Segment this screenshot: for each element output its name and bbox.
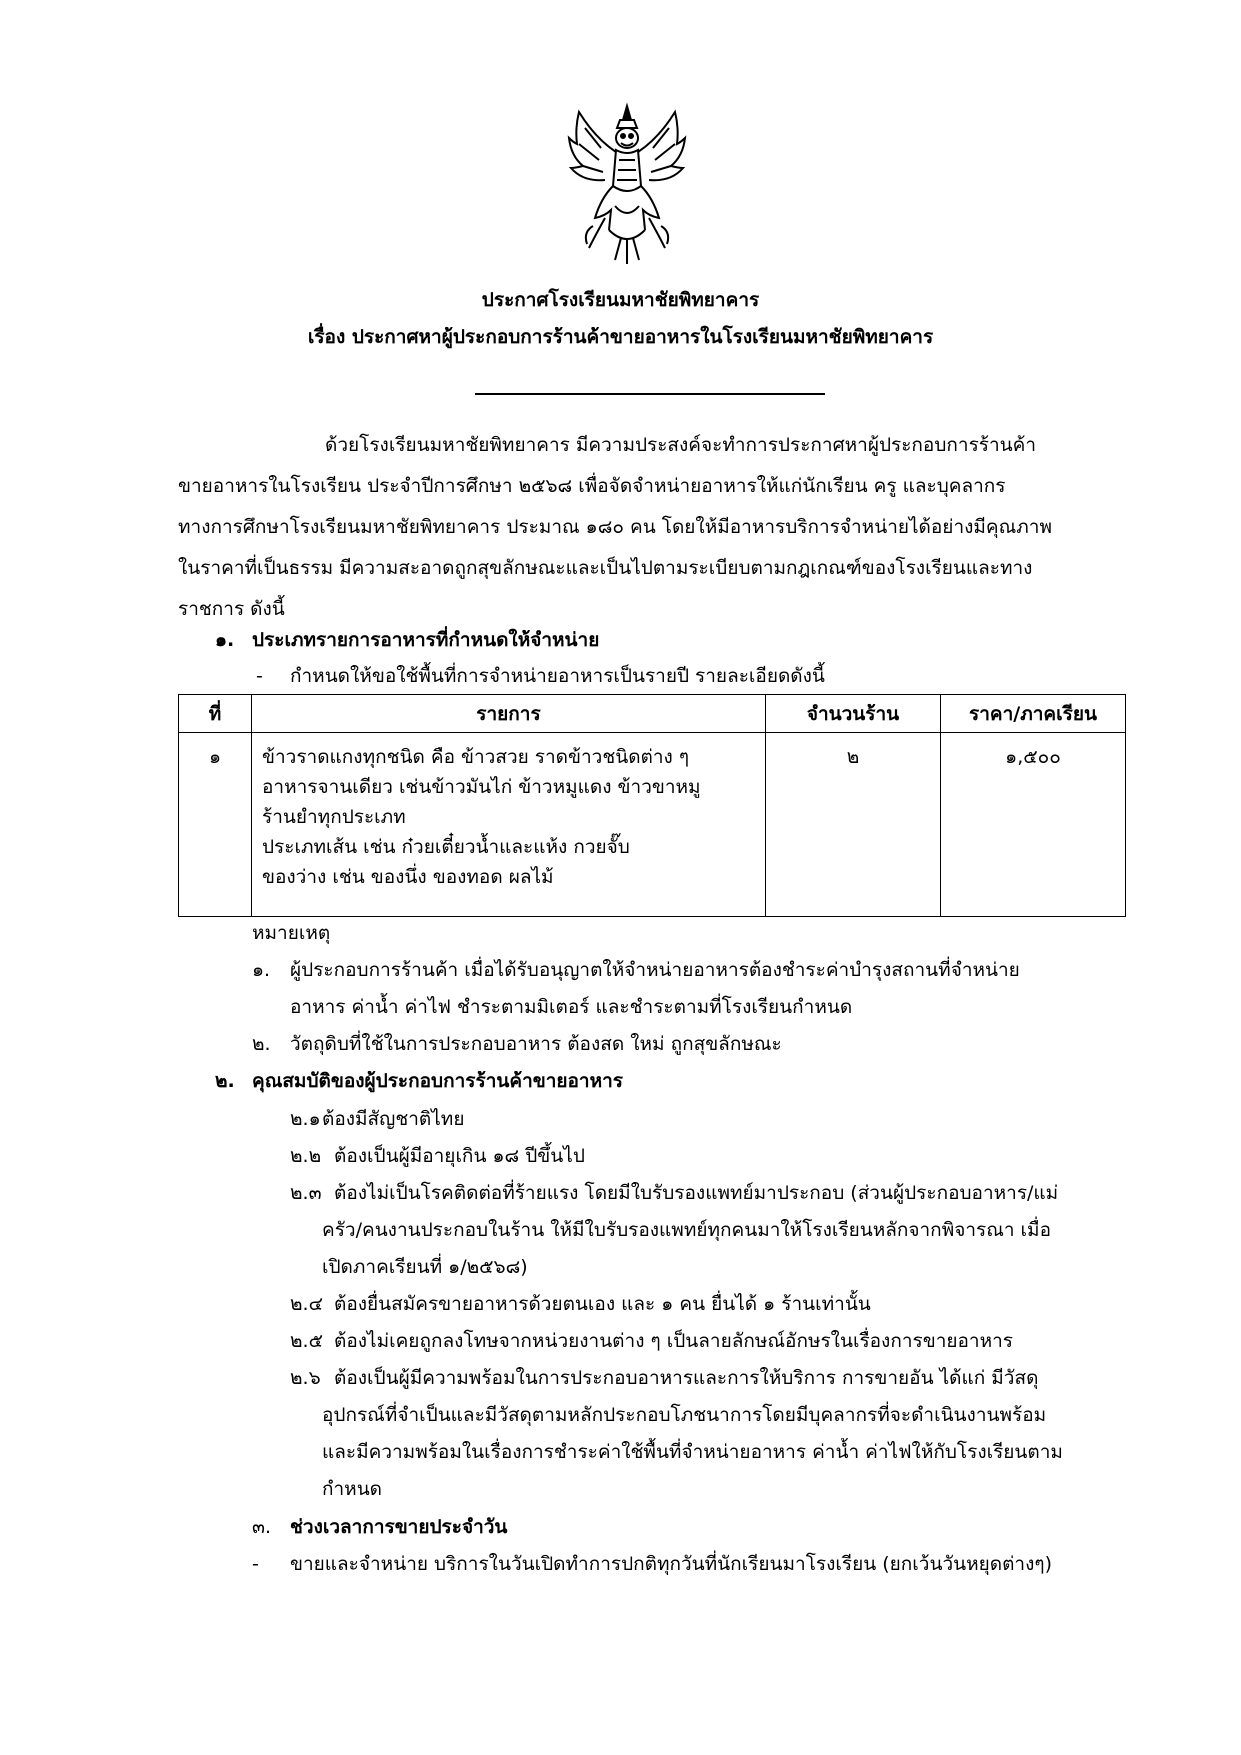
cell-items	[252, 733, 766, 917]
bullet-text: ขายและจำหน่าย บริการในวันเปิดทำการปกติทุกวันที่นักเรียนมาโรงเรียน (ยกเว้นวันหยุดต่างๆ)	[290, 1553, 1052, 1575]
cell-price	[941, 733, 1126, 917]
qual-line: เปิดภาคเรียนที่ ๑/๒๕๖๘)	[322, 1256, 528, 1278]
bullet-text: กำหนดให้ขอใช้พื้นที่การจำหน่ายอาหารเป็นรายปี รายละเอียดดังนี้	[290, 665, 825, 687]
cell-shops-text: ๒	[846, 746, 860, 768]
item-line: ร้านยำทุกประเภท	[262, 806, 406, 828]
intro-line: ด้วยโรงเรียนมหาชัยพิทยาคาร มีความประสงค์จะทำการประกาศหาผู้ประกอบการร้านค้า	[325, 434, 1037, 456]
remark-number: ๒.	[252, 1033, 271, 1055]
qual-label: ๒.๒	[290, 1145, 322, 1167]
qual-line: อุปกรณ์ที่จำเป็นและมีวัสดุตามหลักประกอบโภชนาการโดยมีบุคลากรที่จะดำเนินงานพร้อม	[322, 1404, 1047, 1426]
item-line: อาหารจานเดียว เช่นข้าวมันไก่ ข้าวหมูแดง ข้าวขาหมู	[262, 776, 701, 798]
table-header-row	[179, 695, 1126, 733]
cell-price-text: ๑,๕๐๐	[1005, 746, 1061, 768]
remark-number: ๑.	[252, 959, 271, 981]
bullet: -	[252, 1553, 259, 1575]
qual-line: ต้องเป็นผู้มีอายุเกิน ๑๘ ปีขึ้นไป	[334, 1145, 585, 1167]
qual-label: ๒.๑	[290, 1108, 321, 1130]
item-line: ประเภทเส้น เช่น ก๋วยเตี๋ยวน้ำและแห้ง กวยจั๊บ	[262, 836, 630, 858]
intro-line: ราชการ ดังนี้	[178, 598, 285, 620]
table-row	[179, 733, 1126, 917]
section-number: ๓.	[252, 1516, 272, 1538]
garuda-emblem	[565, 98, 690, 268]
col-header-no: ที่	[179, 695, 252, 733]
page-title: ประกาศโรงเรียนมหาชัยพิทยาคาร	[481, 289, 760, 311]
section-title: ประเภทรายการอาหารที่กำหนดให้จำหน่าย	[252, 629, 600, 651]
qual-line: กำหนด	[322, 1478, 383, 1500]
item-line: ข้าวราดแกงทุกชนิด คือ ข้าวสวย ราดข้าวชนิดต่าง ๆ	[262, 746, 690, 768]
remark-line: ผู้ประกอบการร้านค้า เมื่อได้รับอนุญาตให้จำหน่ายอาหารต้องชำระค่าบำรุงสถานที่จำหน่าย	[290, 959, 1020, 981]
item-line: ของว่าง เช่น ของนึ่ง ของทอด ผลไม้	[262, 866, 554, 888]
intro-line: ขายอาหารในโรงเรียน ประจำปีการศึกษา ๒๕๖๘ เพื่อจัดจำหน่ายอาหารให้แก่นักเรียน ครู และบุคลากร	[178, 475, 1006, 497]
section-number: ๑.	[215, 629, 235, 651]
cell-shops	[766, 733, 941, 917]
qual-label: ๒.๓	[290, 1182, 322, 1204]
page-subject: เรื่อง ประกาศหาผู้ประกอบการร้านค้าขายอาหารในโรงเรียนมหาชัยพิทยาคาร	[307, 326, 934, 348]
section-number: ๒.	[215, 1070, 235, 1092]
section-title: คุณสมบัติของผู้ประกอบการร้านค้าขายอาหาร	[252, 1070, 624, 1092]
intro-line: ในราคาที่เป็นธรรม มีความสะอาดถูกสุขลักษณะและเป็นไปตามระเบียบตามกฎเกณฑ์ของโรงเรียนและทาง	[178, 557, 1033, 579]
col-header-price: ราคา/ภาคเรียน	[941, 695, 1126, 733]
remark-label: หมายเหตุ	[252, 922, 331, 944]
title-underline	[475, 393, 825, 395]
qual-line: ต้องไม่เป็นโรคติดต่อที่ร้ายแรง โดยมีใบรับรองแพทย์มาประกอบ (ส่วนผู้ประกอบอาหาร/แม่	[334, 1182, 1059, 1204]
qual-line: ครัว/คนงานประกอบในร้าน ให้มีใบรับรองแพทย์ทุกคนมาให้โรงเรียนหลักจากพิจารณา เมื่อ	[322, 1219, 1051, 1241]
qual-line: ต้องเป็นผู้มีความพร้อมในการประกอบอาหารและการให้บริการ การขายอัน ได้แก่ มีวัสดุ	[334, 1367, 1039, 1389]
qual-line: ต้องมีสัญชาติไทย	[322, 1108, 465, 1130]
section-title: ช่วงเวลาการขายประจำวัน	[290, 1516, 508, 1538]
remark-line: วัตถุดิบที่ใช้ในการประกอบอาหาร ต้องสด ใหม่ ถูกสุขลักษณะ	[290, 1033, 782, 1055]
col-header-shops: จำนวนร้าน	[766, 695, 941, 733]
qual-label: ๒.๕	[290, 1330, 323, 1352]
cell-no	[179, 733, 252, 917]
intro-line: ทางการศึกษาโรงเรียนมหาชัยพิทยาคาร ประมาณ ๑๘๐ คน โดยให้มีอาหารบริการจำหน่ายได้อย่างมีคุณภาพ	[178, 516, 1052, 538]
remark-line: อาหาร ค่าน้ำ ค่าไฟ ชำระตามมิเตอร์ และชำระตามที่โรงเรียนกำหนด	[290, 996, 853, 1018]
bullet: -	[256, 665, 263, 687]
cell-no-text: ๑	[208, 746, 222, 768]
qual-label: ๒.๔	[290, 1293, 323, 1315]
food-table	[178, 694, 1126, 917]
qual-label: ๒.๖	[290, 1367, 321, 1389]
qual-line: และมีความพร้อมในเรื่องการชำระค่าใช้พื้นที่จำหน่ายอาหาร ค่าน้ำ ค่าไฟให้กับโรงเรียนตาม	[322, 1441, 1063, 1463]
qual-line: ต้องยื่นสมัครขายอาหารด้วยตนเอง และ ๑ คน ยื่นได้ ๑ ร้านเท่านั้น	[334, 1293, 871, 1315]
col-header-item: รายการ	[252, 695, 766, 733]
qual-line: ต้องไม่เคยถูกลงโทษจากหน่วยงานต่าง ๆ เป็นลายลักษณ์อักษรในเรื่องการขายอาหาร	[334, 1330, 1013, 1352]
